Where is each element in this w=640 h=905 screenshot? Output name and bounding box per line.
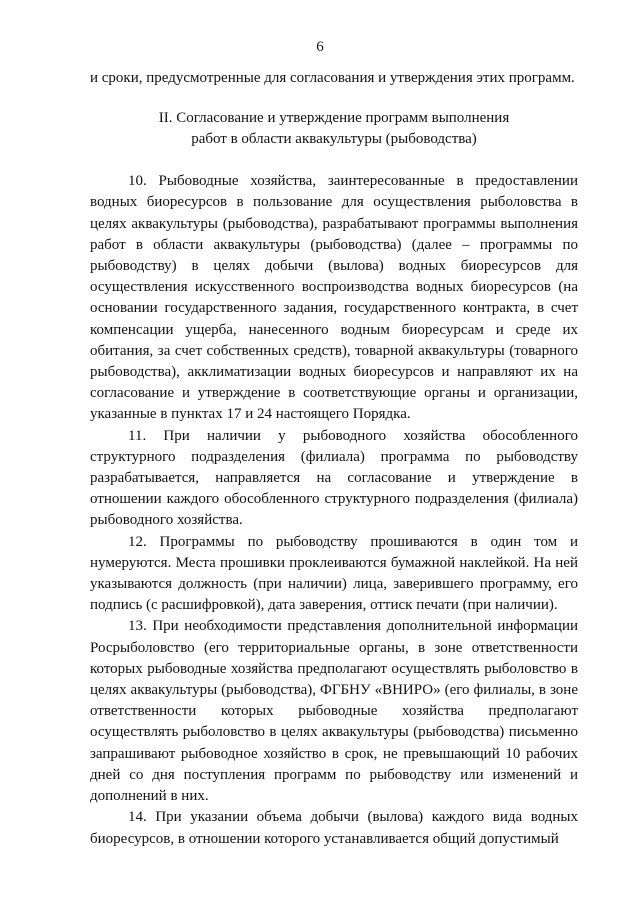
paragraph-14: 14. При указании объема добычи (вылова) каждого вида водных биоресурсов, в отношении которого устанавливается общий допустимый bbox=[90, 809, 578, 847]
document-body bbox=[90, 68, 578, 850]
paragraph-13: 13. При необходимости представления дополнительной информации Росрыболовство (его территориальные органы, в зоне ответственности которых рыбоводные хозяйства предполагают осуществлять рыболовство в целях аквакультуры (рыбоводства), ФГБНУ «ВНИРО» (его филиалы, в зоне ответственности которых рыбоводные хозяйства предполагают осуществлять рыболовство в целях аквакультуры (рыбоводства) письменно запрашивают рыбоводное хозяйство в срок, не превышающий 10 рабочих дней со дня поступления программ по рыбоводству или изменений и дополнений в них. bbox=[90, 618, 578, 805]
section-heading-line-2: работ в области аквакультуры (рыбоводства) bbox=[191, 131, 477, 148]
page-number: 6 bbox=[316, 39, 324, 55]
paragraph-11: 11. При наличии у рыбоводного хозяйства обособленного структурного подразделения (филиала) программа по рыбоводству разрабатывается, направляется на согласование и утверждение в отношении каждого обособленного структурного подразделения (филиала) рыбоводного хозяйства. bbox=[90, 427, 578, 529]
paragraph-12: 12. Программы по рыбоводству прошиваются в один том и нумеруются. Места прошивки проклеиваются бумажной наклейкой. На ней указываются должность (при наличии) лица, заверившего программу, его подпись (с расшифровкой), дата заверения, оттиск печати (при наличии). bbox=[90, 533, 578, 614]
paragraph-10: 10. Рыбоводные хозяйства, заинтересованные в предоставлении водных биоресурсов в пользование для осуществления рыболовства в целях аквакультуры (рыбоводства), разрабатывают программы выполнения работ в области аквакультуры (рыбоводства) (далее – программы по рыбоводству) в целях добычи (вылова) водных биоресурсов для осуществления искусственного воспроизводства водных биоресурсов (на основании государственного задания, государственного контракта, в счет компенсации ущерба, нанесенного водным биоресурсам и среде их обитания, за счет собственных средств), товарной аквакультуры (товарного рыбоводства), акклиматизации водных биоресурсов и направляют их на согласование и утверждение в соответствующие органы и организации, указанные в пунктах 17 и 24 настоящего Порядка. bbox=[90, 173, 578, 423]
section-heading-line-1: II. Согласование и утверждение программ выполнения bbox=[158, 110, 510, 127]
continuation-paragraph: и сроки, предусмотренные для согласования и утверждения этих программ. bbox=[90, 70, 575, 86]
section-heading bbox=[90, 108, 578, 150]
